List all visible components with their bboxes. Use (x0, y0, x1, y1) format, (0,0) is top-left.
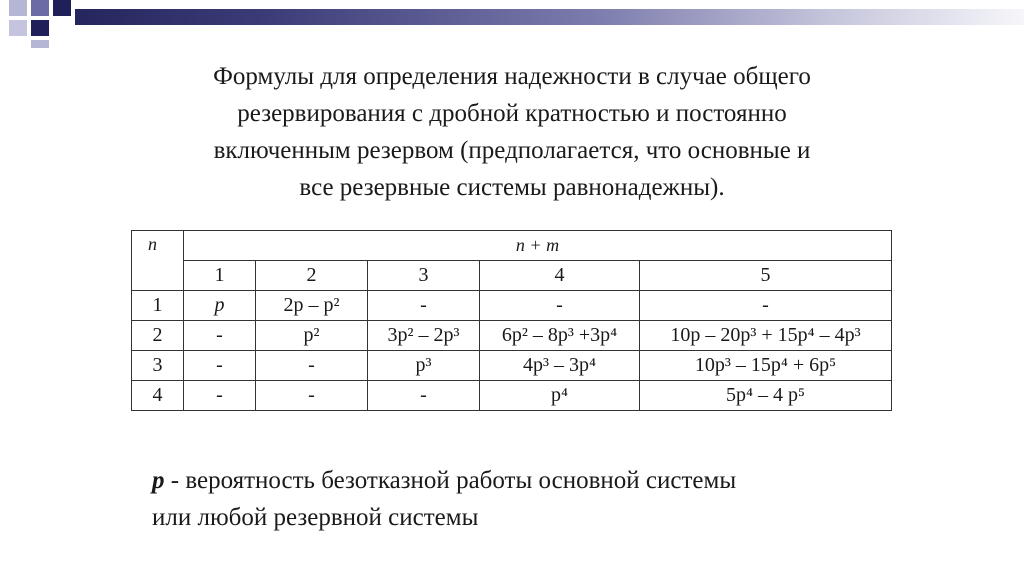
col-header: 3 (368, 261, 480, 291)
col-header: 2 (256, 261, 368, 291)
deco-square-light (9, 20, 27, 36)
slide-title (120, 58, 904, 206)
formula-cell: 2p – p² (256, 291, 368, 321)
note-line-1 (152, 462, 912, 499)
formula-cell: 10p – 20p³ + 15p⁴ – 4p³ (640, 321, 892, 351)
col-header: 1 (184, 261, 256, 291)
col-header: 4 (480, 261, 640, 291)
title-line: включенным резервом (предполагается, что основные и (213, 137, 811, 164)
formula-cell: 4p³ – 3p⁴ (480, 351, 640, 381)
formula-cell: 6p² – 8p³ +3p⁴ (480, 321, 640, 351)
formula-cell: 3p² – 2p³ (368, 321, 480, 351)
formula-cell: - (640, 291, 892, 321)
col-group-header: n + m (184, 231, 892, 261)
note-line-2: или любой резервной системы (152, 504, 479, 531)
formula-cell: p (184, 291, 256, 321)
header-decoration (0, 0, 1024, 48)
deco-gradient-bar (75, 9, 1024, 25)
formula-cell: p³ (368, 351, 480, 381)
title-line: резервирования с дробной кратностью и постоянно (237, 100, 787, 127)
table-row (132, 351, 892, 381)
formula-cell: 5p⁴ – 4 p⁵ (640, 381, 892, 411)
formula-cell: 10p³ – 15p⁴ + 6p⁵ (640, 351, 892, 381)
deco-square-mid (31, 0, 49, 16)
formula-cell: - (184, 321, 256, 351)
formula-cell: - (480, 291, 640, 321)
note-text: - вероятность безотказной работы основной системы (164, 467, 737, 494)
formula-cell: - (184, 381, 256, 411)
title-line: Формулы для определения надежности в случае общего (213, 63, 811, 90)
formula-cell: p² (256, 321, 368, 351)
row-n: 2 (132, 321, 184, 351)
note-symbol: p (152, 467, 165, 494)
deco-square-dark (31, 20, 49, 36)
deco-square-light (31, 40, 49, 48)
row-n: 4 (132, 381, 184, 411)
row-header-n: n (132, 231, 184, 291)
row-n: 1 (132, 291, 184, 321)
definition-note (152, 462, 912, 536)
formula-cell: - (256, 351, 368, 381)
table-row (132, 381, 892, 411)
row-n: 3 (132, 351, 184, 381)
reliability-formula-table (131, 230, 892, 411)
formula-cell: - (368, 291, 480, 321)
col-header: 5 (640, 261, 892, 291)
formula-cell: p⁴ (480, 381, 640, 411)
formula-cell: - (184, 351, 256, 381)
formula-cell: - (368, 381, 480, 411)
deco-square-dark (53, 0, 71, 16)
formula-cell: - (256, 381, 368, 411)
deco-square-light (9, 0, 27, 16)
table-row (132, 321, 892, 351)
title-line: все резервные системы равнонадежны). (299, 174, 725, 201)
table-row (132, 291, 892, 321)
